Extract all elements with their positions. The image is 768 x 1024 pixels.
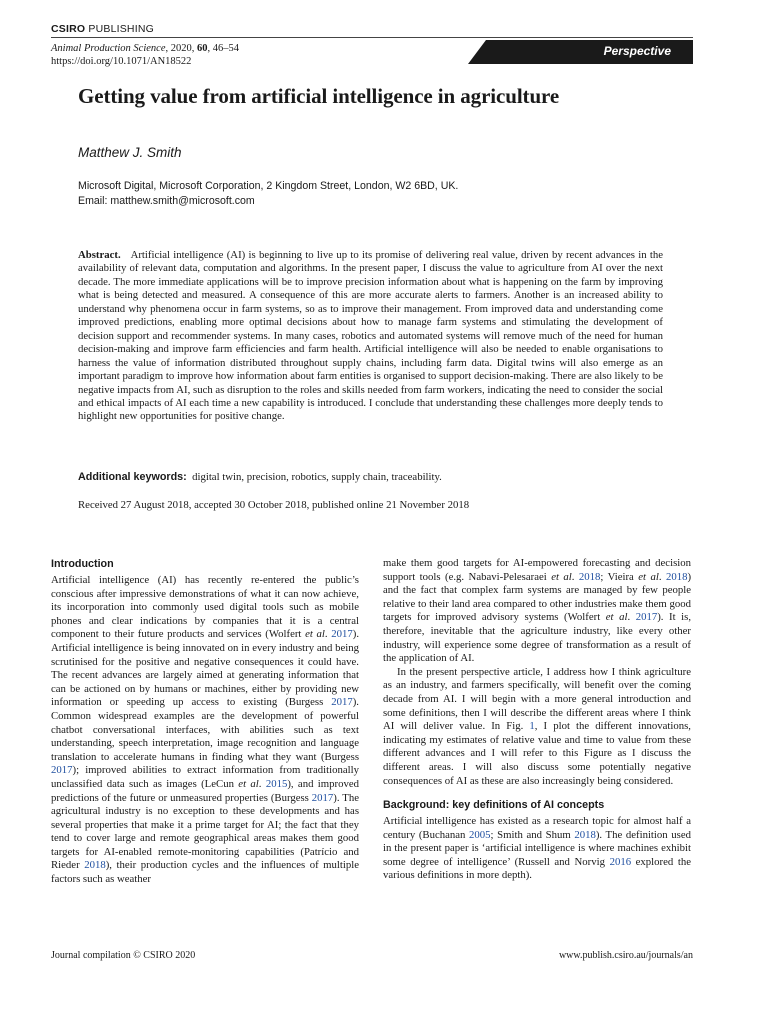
journal-year: , 2020, [165,43,197,54]
citation-link[interactable]: 2005 [469,828,491,841]
right-column [383,557,691,883]
journal-volume: 60 [197,43,208,54]
abstract [78,249,663,424]
abstract-label: Abstract. [78,249,121,261]
publisher-logo [51,23,154,35]
citation-link[interactable]: 2017 [311,791,334,804]
article-type-badge [468,40,693,64]
citation-link[interactable]: 2018 [84,859,106,872]
email-link[interactable]: Email: matthew.smith@microsoft.com [78,195,255,207]
footer-url[interactable]: www.publish.csiro.au/journals/an [558,950,693,961]
section-heading-background: Background: key definitions of AI concepts [383,799,605,812]
citation-link[interactable]: 2017 [331,696,353,709]
citation-link[interactable]: 2017 [635,611,658,624]
publisher-name-bold: CSIRO [51,23,86,35]
article-title: Getting value from artificial intelligence in agriculture [78,84,560,108]
left-column [51,557,359,887]
keywords-list: digital twin, precision, robotics, supply chain, traceability. [192,471,442,483]
citation-link[interactable]: 2015 [265,777,288,790]
doi-link[interactable]: https://doi.org/10.1071/AN18522 [51,56,192,67]
citation-link[interactable]: 2016 [609,855,632,868]
citation-link[interactable]: 2017 [331,628,353,641]
abstract-text: Artificial intelligence (AI) is beginning to live up to its promise of delivering real value, driven by recent advances in the availability of relevant data, computation and algorithms. In the present paper, I discuss the value to agriculture from AI over the next decade. The more immediate applications will be to improve precision information about what is happening on the farm by improving what is being detected and measured. A consequence of this are more accurate alerts to farmers. Another is an increased ability to understand why phenomena occur in farm systems, so as to improve their management. From improved data and understanding come improved predictions, enabling more optimal decisions about how to manage farm systems and stimulating the development of decision support and recommender systems. In many cases, robotics and automated systems will remove much of the need for human decision-making and improve farm efficiencies and farm health. Artificial intelligence will also be needed to enable organisations to harness the value of information distributed throughout supply chains, including farm data. Digital twins will also emerge as an important paradigm to improve how information about farm entities is organised to support decision-making. There are also likely to be negative impacts from AI, such as disruption to the roles and skills needed from farm workers, indicating the need to consider the social and ethical impacts of AI each time a new capability is introduced. I conclude that understanding these challenges more deeply tends to highlight new opportunities for positive change. [78,249,664,423]
intro-paragraph-1-continued: make them good targets for AI-empowered forecasting and decision support tools (e.g. Nabavi-Pelesaraei et al. 2018; Vieira et al. 2018) and the fact that complex farm systems are managed by few people relative to their land area compared to other industries make them good targets for improved advisory systems (Wolfert et al. 2017). It is, therefore, inevitable that the agriculture industry, like every other industry, will experience some degree of transformation as a result of the application of AI. [383,557,692,665]
publisher-name-rest: PUBLISHING [85,23,154,35]
journal-citation [51,42,239,68]
journal-name: Animal Production Science [51,43,166,54]
intro-paragraph-1: Artificial intelligence (AI) has recently re-entered the public’s conscious after impressive demonstrations of what it can now achieve, its incorporation into commonly used digital tools such as mobile phones and clear indications by companies that it is a central component to their future products and services (Wolfert et al. 2017). Artificial intelligence is being innovated on in every industry and being scrutinised for the positive and negative consequences it could have. The recent advances are largely aimed at generating information that can be actioned on by humans or machines, either by providing new information or speeding up access to existing (Burgess 2017). Common widespread examples are the development of powerful chatbot conversational interfaces, with abilities such as text understanding, speech interpretation, image recognition and language translation to accelerate humans in finding what they want (Burgess 2017); improved abilities to extract information from traditionally unclassified data such as images (LeCun et al. 2015), and improved predictions of the future or unmeasured properties (Burgess 2017). The agricultural industry is no exception to these developments and has several properties that make it a prime target for AI; the fact that they tend to cover large and remote geographical areas makes them good targets for AI-enabled remote-monitoring capabilities (Patrício and Rieder 2018), their production cycles and the influences of multiple factors such as weather [51,574,360,886]
citation-link[interactable]: 2018 [665,570,688,583]
journal-pages: , 46–54 [207,43,239,54]
intro-paragraph-2: In the present perspective article, I address how I think agriculture as an industry, and farmers specifically, will benefit over the coming decade from AI. I will begin with a more general introduction and some definitions, then I will describe the different areas where I think AI will deliver value. In Fig. 1, I plot the different innovations, indicating my estimates of relative value and time to value from these different advances and I will refer to this Figure as I discuss the different areas. I will also discuss some potentially negative consequences of AI as these are also increasingly being considered. [383,665,691,787]
article-type-label: Perspective [603,44,671,58]
figure-link[interactable]: 1 [529,720,535,733]
section-heading-introduction: Introduction [51,558,114,570]
author-name: Matthew J. Smith [78,145,182,160]
author-affiliation-block [78,179,458,209]
footer-copyright: Journal compilation © CSIRO 2020 [51,950,196,961]
header-rule [51,37,693,38]
background-paragraph-1: Artificial intelligence has existed as a research topic for almost half a century (Buchanan 2005; Smith and Shum 2018). The definition used in the present paper is ‘artificial intelligence is where machines exhibit some degree of intelligence’ (Russell and Norvig 2016 explored the various definitions in more depth). [383,815,691,882]
citation-link[interactable]: 2018 [574,828,596,841]
citation-link[interactable]: 2017 [51,764,73,777]
received-dates: Received 27 August 2018, accepted 30 October 2018, published online 21 November 2018 [78,499,470,511]
keywords-label: Additional keywords: [78,471,187,483]
citation-link[interactable]: 2018 [578,570,601,583]
affiliation: Microsoft Digital, Microsoft Corporation, 2 Kingdom Street, London, W2 6BD, UK. [78,180,459,192]
keywords [78,471,442,483]
